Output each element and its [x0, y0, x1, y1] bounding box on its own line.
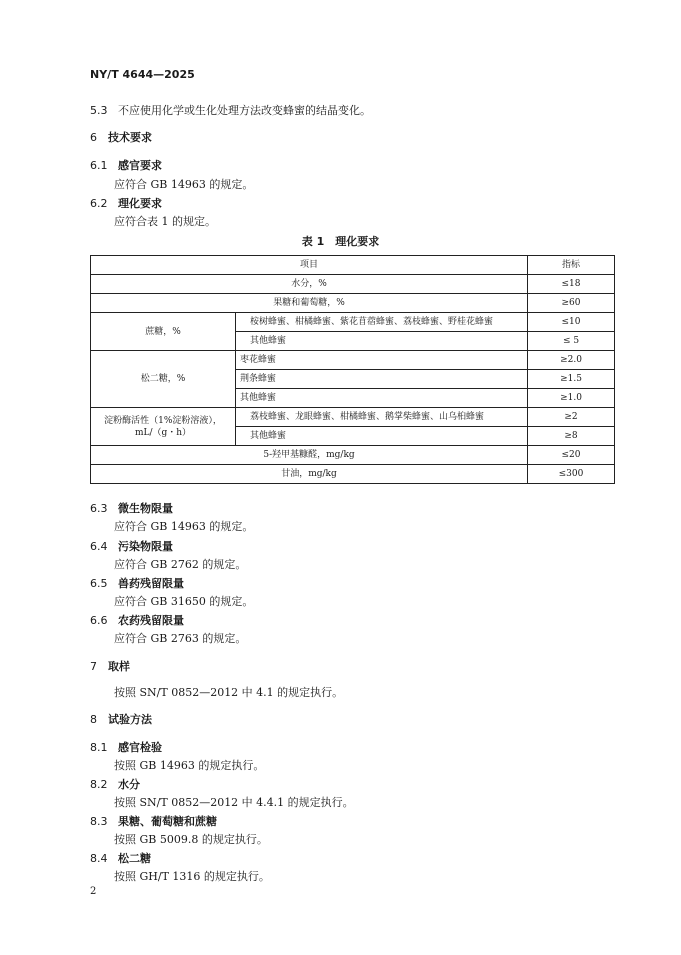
sub-item: 其他蜂蜜: [236, 427, 528, 446]
section-title: 试验方法: [108, 713, 152, 726]
clause-number: 8.2: [90, 778, 108, 791]
clause-title: 松二糖: [118, 852, 151, 865]
physicochemical-table: [90, 255, 615, 484]
section-7-heading: [90, 658, 130, 674]
item-value: ≤ 5: [528, 332, 615, 351]
clause-8-3-heading: [90, 813, 217, 829]
sub-item: 荔枝蜂蜜、龙眼蜂蜜、柑橘蜂蜜、鹅掌柴蜂蜜、山乌桕蜂蜜: [236, 408, 528, 427]
clause-8-3-text: 按照 GB 5009.8 的规定执行。: [114, 833, 268, 846]
table-header-row: [91, 256, 615, 275]
clause-8-2-text: 按照 SN/T 0852—2012 中 4.4.1 的规定执行。: [114, 796, 354, 809]
page-number: 2: [90, 886, 97, 897]
group-label: [91, 408, 236, 446]
table-row: [91, 446, 615, 465]
clause-text: 不应使用化学或生化处理方法改变蜂蜜的结晶变化。: [118, 104, 371, 117]
clause-6-6-text: 应符合 GB 2763 的规定。: [114, 632, 247, 645]
item-value: ≤20: [528, 446, 615, 465]
clause-title: 兽药残留限量: [118, 577, 184, 590]
table-row: [91, 313, 615, 332]
section-number: 6: [90, 131, 97, 144]
item-label: 5-羟甲基糠醛，mg/kg: [91, 446, 528, 465]
clause-title: 理化要求: [118, 197, 162, 210]
clause-number: 8.4: [90, 852, 108, 865]
item-value: ≥2: [528, 408, 615, 427]
sub-item: 其他蜂蜜: [236, 389, 528, 408]
clause-number: 8.1: [90, 741, 108, 754]
group-label-line2: mL/（g・h）: [134, 427, 192, 438]
clause-title: 果糖、葡萄糖和蔗糖: [118, 815, 217, 828]
clause-title: 水分: [118, 778, 140, 791]
clause-title: 微生物限量: [118, 502, 173, 515]
clause-6-3-heading: [90, 500, 173, 516]
clause-number: 6.6: [90, 614, 108, 627]
sub-item: 桉树蜂蜜、柑橘蜂蜜、紫花苜蓿蜂蜜、荔枝蜂蜜、野桂花蜂蜜: [236, 313, 528, 332]
clause-number: 6.5: [90, 577, 108, 590]
clause-8-1-text: 按照 GB 14963 的规定执行。: [114, 759, 265, 772]
group-label-line1: 淀粉酶活性（1%淀粉溶液），: [104, 415, 222, 426]
clause-number: 6.1: [90, 159, 108, 172]
clause-6-5-heading: [90, 575, 184, 591]
clause-8-2-heading: [90, 776, 140, 792]
clause-6-1-heading: [90, 157, 162, 173]
clause-title: 感官要求: [118, 159, 162, 172]
header-item: 项目: [91, 256, 528, 275]
clause-title: 感官检验: [118, 741, 162, 754]
clause-8-4-heading: [90, 850, 151, 866]
clause-6-4-text: 应符合 GB 2762 的规定。: [114, 558, 247, 571]
sub-item: 荆条蜂蜜: [236, 370, 528, 389]
clause-8-4-text: 按照 GH/T 1316 的规定执行。: [114, 870, 270, 883]
item-value: ≥60: [528, 294, 615, 313]
clause-8-1-heading: [90, 739, 162, 755]
clause-6-6-heading: [90, 612, 184, 628]
group-label: 蔗糖，%: [91, 313, 236, 351]
item-value: ≥8: [528, 427, 615, 446]
table-row: [91, 351, 615, 370]
section-title: 取样: [108, 660, 130, 673]
table-row: [91, 275, 615, 294]
clause-number: 5.3: [90, 104, 108, 117]
section-number: 7: [90, 660, 97, 673]
item-value: ≥1.5: [528, 370, 615, 389]
header-index: 指标: [528, 256, 615, 275]
item-value: ≤10: [528, 313, 615, 332]
clause-6-4-heading: [90, 538, 173, 554]
table-caption: 表 1 理化要求: [301, 235, 380, 248]
clause-number: 6.4: [90, 540, 108, 553]
clause-6-1-text: 应符合 GB 14963 的规定。: [114, 178, 254, 191]
clause-5-3: [90, 102, 371, 118]
clause-6-2-heading: [90, 195, 162, 211]
clause-6-2-text: 应符合表 1 的规定。: [114, 215, 216, 228]
sub-item: 枣花蜂蜜: [236, 351, 528, 370]
item-value: ≤18: [528, 275, 615, 294]
standard-number: NY/T 4644—2025: [90, 68, 195, 81]
clause-title: 农药残留限量: [118, 614, 184, 627]
table-row: [91, 465, 615, 484]
item-label: 甘油，mg/kg: [91, 465, 528, 484]
sub-item: 其他蜂蜜: [236, 332, 528, 351]
item-value: ≥2.0: [528, 351, 615, 370]
clause-number: 6.3: [90, 502, 108, 515]
clause-title: 污染物限量: [118, 540, 173, 553]
item-label: 水分，%: [91, 275, 528, 294]
table-row: [91, 294, 615, 313]
clause-6-5-text: 应符合 GB 31650 的规定。: [114, 595, 254, 608]
section-8-heading: [90, 711, 152, 727]
clause-number: 6.2: [90, 197, 108, 210]
group-label: 松二糖，%: [91, 351, 236, 408]
clause-6-3-text: 应符合 GB 14963 的规定。: [114, 520, 254, 533]
section-6-heading: [90, 129, 152, 145]
table-row: [91, 408, 615, 427]
item-value: ≥1.0: [528, 389, 615, 408]
clause-number: 8.3: [90, 815, 108, 828]
item-label: 果糖和葡萄糖，%: [91, 294, 528, 313]
section-number: 8: [90, 713, 97, 726]
item-value: ≤300: [528, 465, 615, 484]
section-7-text: 按照 SN/T 0852—2012 中 4.1 的规定执行。: [114, 686, 344, 699]
section-title: 技术要求: [108, 131, 152, 144]
